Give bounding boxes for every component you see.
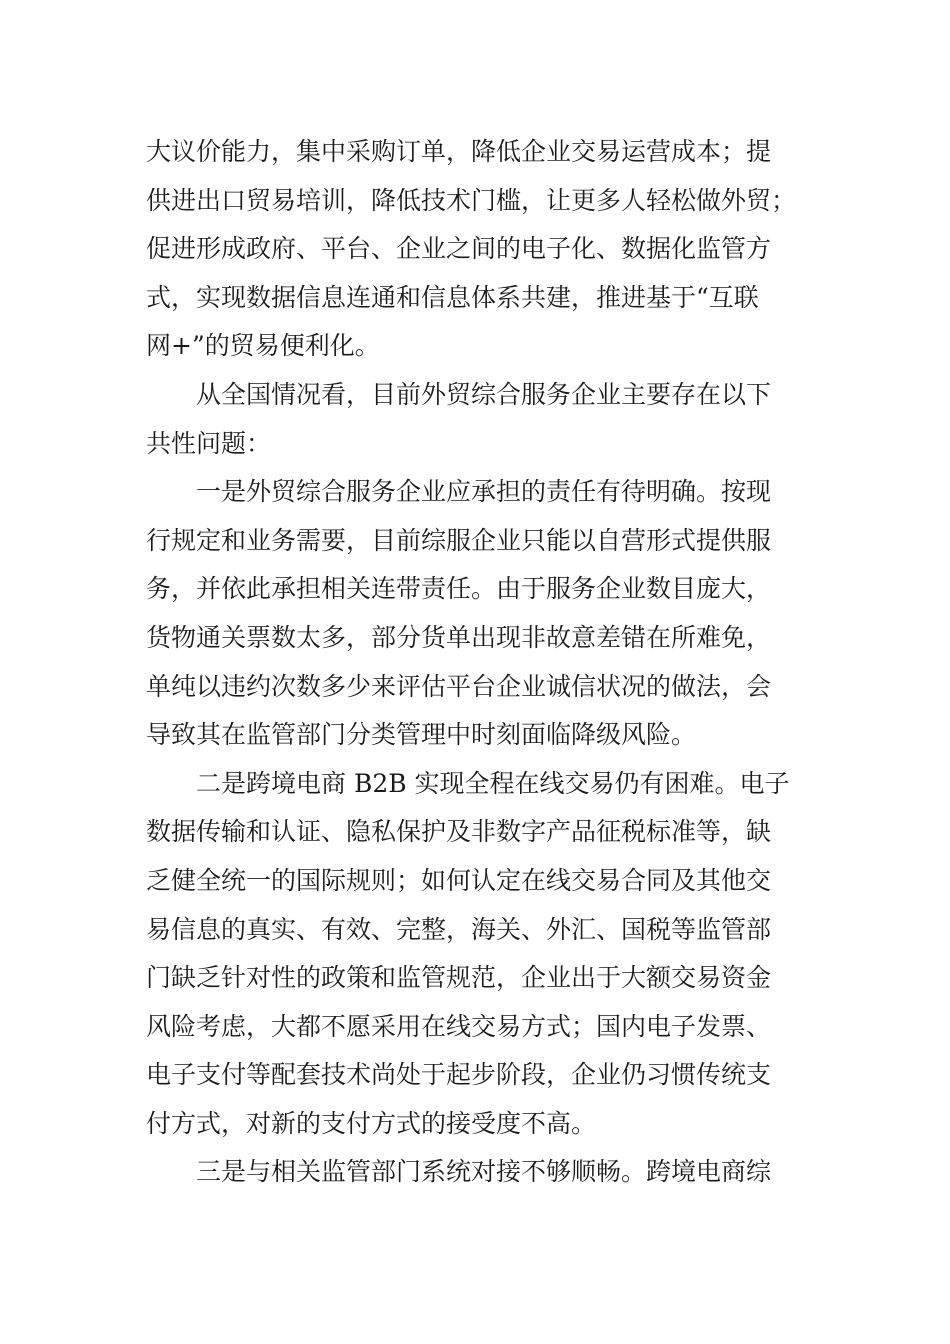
paragraph-line: 易信息的真实、有效、完整，海关、外汇、国税等监管部: [146, 914, 772, 944]
paragraph-line: 共性问题：: [146, 428, 272, 458]
paragraph-line: 大议价能力，集中采购订单，降低企业交易运营成本；提: [146, 137, 772, 166]
paragraph-line: 单纯以违约次数多少来评估平台企业诚信状况的做法，会: [146, 671, 772, 701]
paragraph-line: 式，实现数据信息连通和信息体系共建，推进基于“互联: [146, 282, 759, 312]
paragraph-line: 从全国情况看，目前外贸综合服务企业主要存在以下: [196, 379, 772, 409]
paragraph-line: 货物通关票数太多，部分货单出现非故意差错在所难免，: [146, 622, 772, 652]
paragraph-line: 电子支付等配套技术尚处于起步阶段，企业仍习惯传统支: [146, 1060, 772, 1090]
paragraph-line: 乏健全统一的国际规则；如何认定在线交易合同及其他交: [146, 865, 772, 895]
paragraph-line: 务，并依此承担相关连带责任。由于服务企业数目庞大，: [146, 574, 772, 604]
paragraph-line: 一是外贸综合服务企业应承担的责任有待明确。按现: [196, 477, 772, 507]
paragraph-line: 风险考虑，大都不愿采用在线交易方式；国内电子发票、: [146, 1011, 772, 1041]
paragraph-line: 行规定和业务需要，目前综服企业只能以自营形式提供服: [146, 525, 772, 555]
document-body: [146, 128, 796, 1197]
paragraph-line: 供进出口贸易培训，降低技术门槛，让更多人轻松做外贸；: [146, 185, 797, 215]
paragraph-line: 促进形成政府、平台、企业之间的电子化、数据化监管方: [146, 234, 772, 264]
paragraph-line: 门缺乏针对性的政策和监管规范，企业出于大额交易资金: [146, 963, 772, 993]
paragraph-line: 导致其在监管部门分类管理中时刻面临降级风险。: [146, 720, 697, 750]
paragraph-line: 付方式，对新的支付方式的接受度不高。: [146, 1108, 597, 1138]
paragraph-line: 数据传输和认证、隐私保护及非数字产品征税标准等，缺: [146, 817, 772, 847]
paragraph-line: 网+”的贸易便利化。: [146, 331, 380, 361]
paragraph-line: 三是与相关监管部门系统对接不够顺畅。跨境电商综: [196, 1157, 772, 1187]
paragraph-line: 二是跨境电商 B2B 实现全程在线交易仍有困难。电子: [196, 768, 790, 798]
